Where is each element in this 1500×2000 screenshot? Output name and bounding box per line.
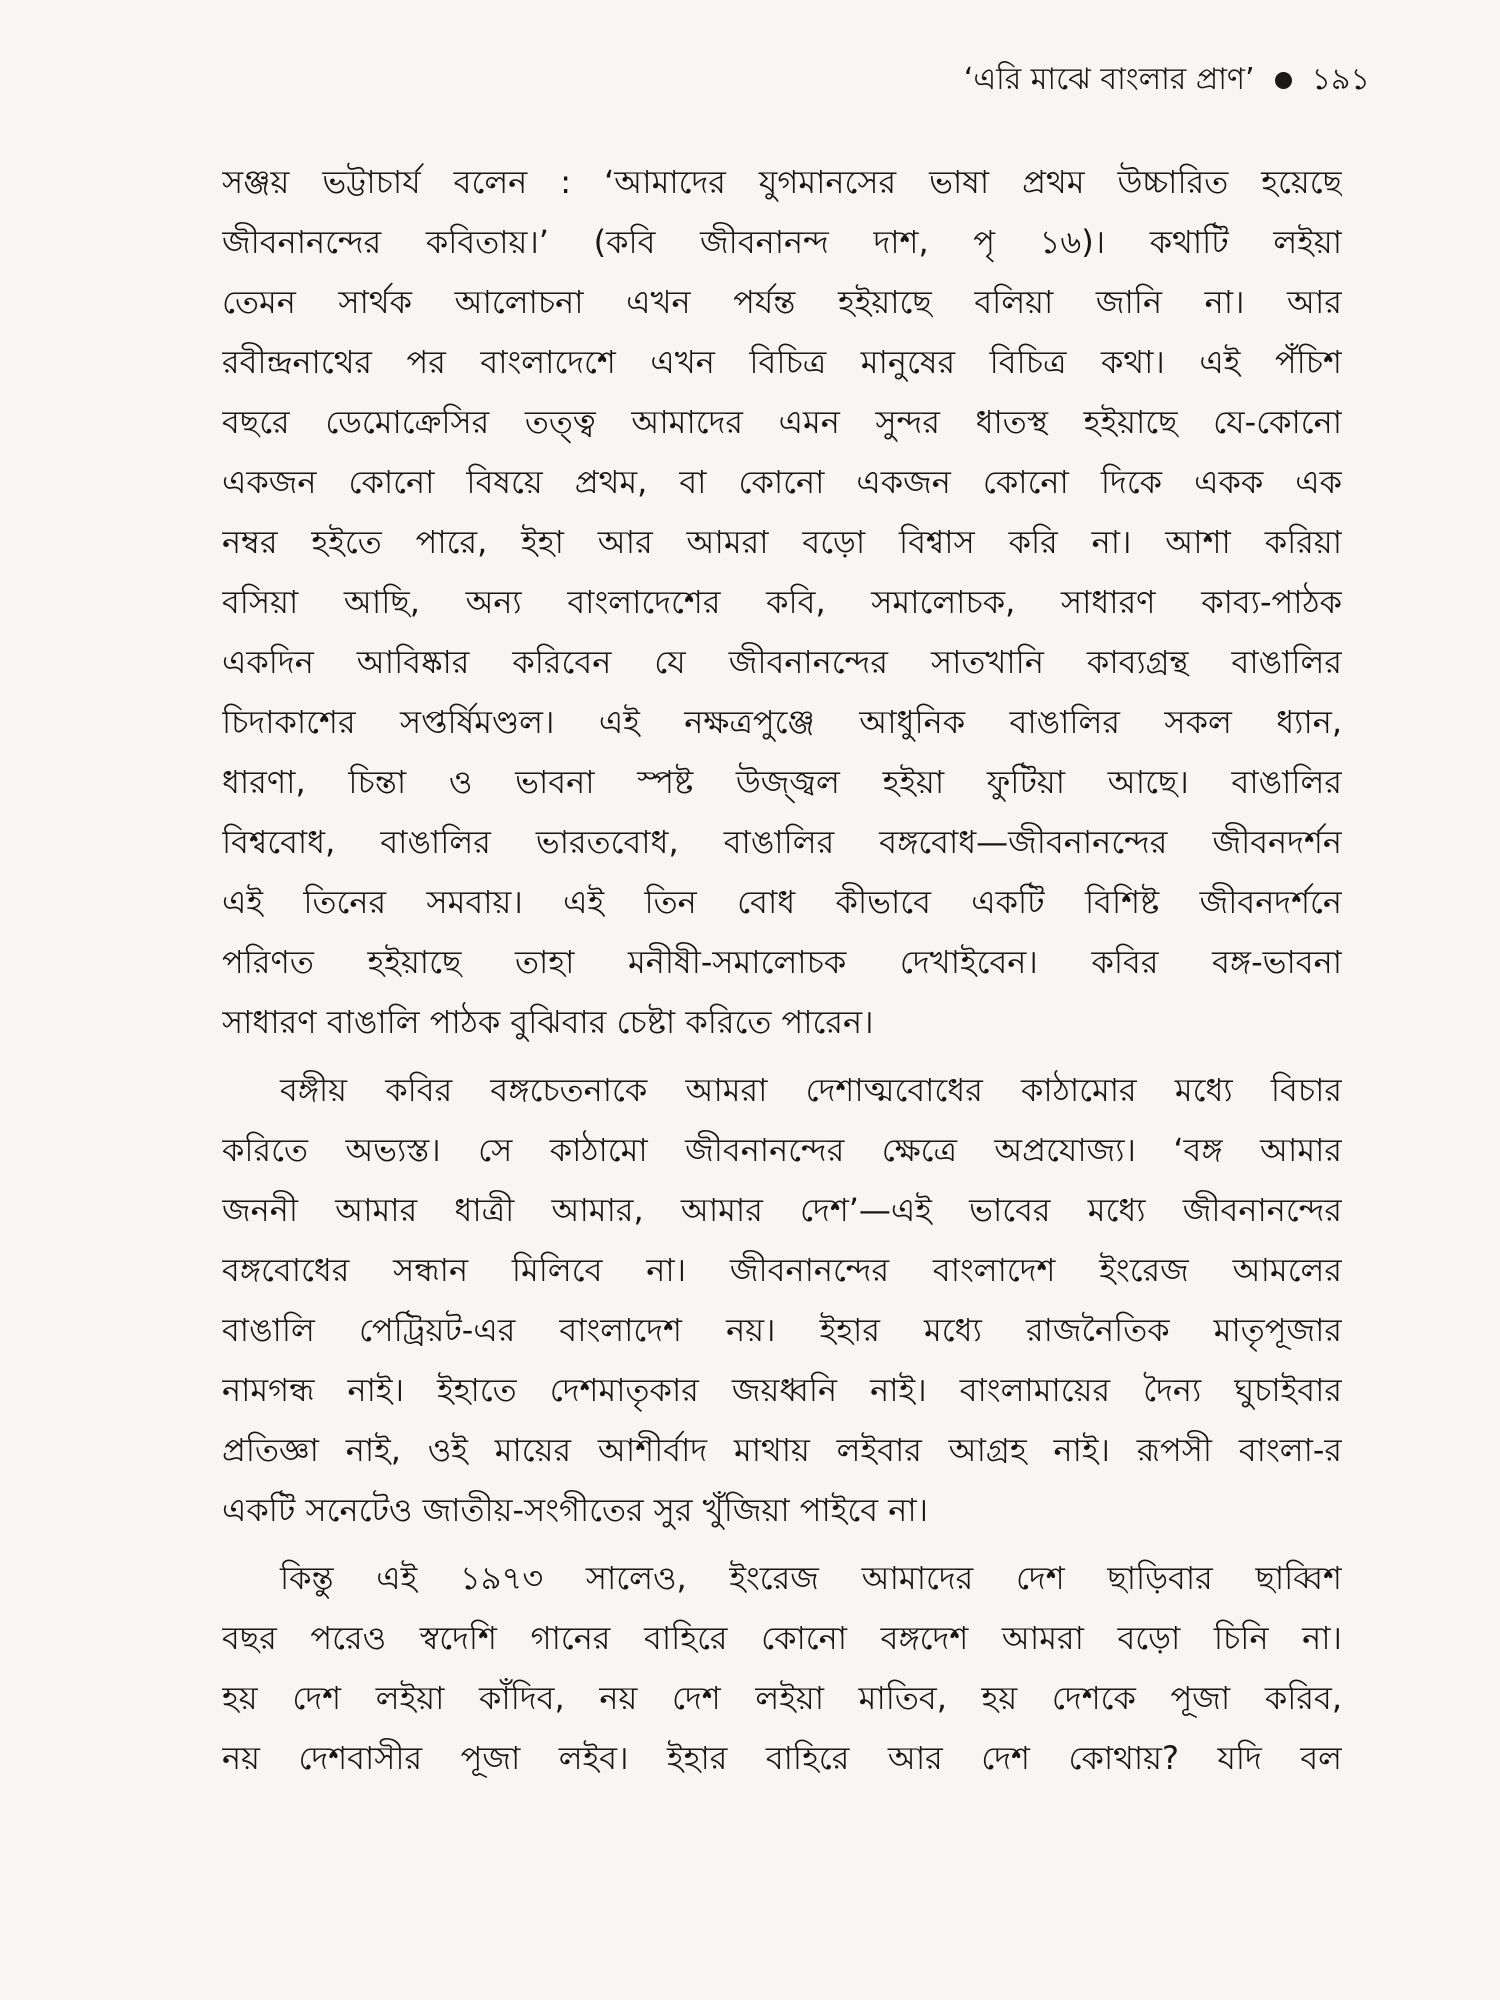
- text-line: সঞ্জয় ভট্টাচার্য বলেন : ‘আমাদের যুগমানসের ভাষা প্রথম উচ্চারিত হয়েছে: [222, 163, 1342, 201]
- text-line: কিন্তু এই ১৯৭৩ সালেও, ইংরেজ আমাদের দেশ ছাড়িবার ছাব্বিশ: [280, 1559, 1342, 1597]
- text-line: বসিয়া আছি, অন্য বাংলাদেশের কবি, সমালোচক, সাধারণ কাব্য-পাঠক: [222, 583, 1342, 621]
- paragraph-gap: [222, 1540, 1342, 1548]
- text-line: একটি সনেটেও জাতীয়-সংগীতের সুর খুঁজিয়া পাইবে না।: [222, 1491, 929, 1529]
- text-line: করিতে অভ্যস্ত। সে কাঠামো জীবনানন্দের ক্ষেত্রে অপ্রযোজ্য। ‘বঙ্গ আমার: [222, 1131, 1342, 1169]
- text-line: একদিন আবিষ্কার করিবেন যে জীবনানন্দের সাতখানি কাব্যগ্রন্থ বাঙালির: [222, 643, 1342, 681]
- paragraph: [222, 1060, 1342, 1540]
- text-line: ধারণা, চিন্তা ও ভাবনা স্পষ্ট উজ্জ্বল হইয়া ফুটিয়া আছে। বাঙালির: [222, 763, 1342, 801]
- text-line: জীবনানন্দের কবিতায়।’ (কবি জীবনানন্দ দাশ, পৃ ১৬)। কথাটি লইয়া: [222, 223, 1342, 261]
- text-line: নম্বর হইতে পারে, ইহা আর আমরা বড়ো বিশ্বাস করি না। আশা করিয়া: [222, 523, 1342, 561]
- text-line: একজন কোনো বিষয়ে প্রথম, বা কোনো একজন কোনো দিকে একক এক: [222, 463, 1342, 501]
- text-line: বঙ্গবোধের সন্ধান মিলিবে না। জীবনানন্দের বাংলাদেশ ইংরেজ আমলের: [222, 1251, 1342, 1289]
- text-line: বিশ্ববোধ, বাঙালির ভারতবোধ, বাঙালির বঙ্গবোধ—জীবনানন্দের জীবনদর্শন: [222, 823, 1342, 861]
- text-line: রবীন্দ্রনাথের পর বাংলাদেশে এখন বিচিত্র মানুষের বিচিত্র কথা। এই পঁচিশ: [222, 343, 1342, 381]
- text-line: সাধারণ বাঙালি পাঠক বুঝিবার চেষ্টা করিতে পারেন।: [222, 1003, 874, 1041]
- bullet-icon: [1275, 72, 1292, 89]
- text-line: জননী আমার ধাত্রী আমার, আমার দেশ’—এই ভাবের মধ্যে জীবনানন্দের: [222, 1191, 1342, 1229]
- text-line: চিদাকাশের সপ্তর্ষিমণ্ডল। এই নক্ষত্রপুঞ্জে আধুনিক বাঙালির সকল ধ্যান,: [222, 703, 1342, 741]
- text-line: বছর পরেও স্বদেশি গানের বাহিরে কোনো বঙ্গদেশ আমরা বড়ো চিনি না।: [222, 1619, 1342, 1657]
- text-line: এই তিনের সমবায়। এই তিন বোধ কীভাবে একটি বিশিষ্ট জীবনদর্শনে: [222, 883, 1342, 921]
- paragraph: [222, 1548, 1342, 1788]
- text-line: বঙ্গীয় কবির বঙ্গচেতনাকে আমরা দেশাত্মবোধের কাঠামোর মধ্যে বিচার: [280, 1071, 1342, 1109]
- text-line: নামগন্ধ নাই। ইহাতে দেশমাতৃকার জয়ধ্বনি নাই। বাংলামায়ের দৈন্য ঘুচাইবার: [222, 1371, 1342, 1409]
- text-line: হয় দেশ লইয়া কাঁদিব, নয় দেশ লইয়া মাতিব, হয় দেশকে পূজা করিব,: [222, 1679, 1342, 1717]
- running-header: [964, 52, 1370, 108]
- running-title: ‘এরি মাঝে বাংলার প্রাণ’: [963, 62, 1255, 97]
- paragraph-gap: [222, 1052, 1342, 1060]
- text-line: নয় দেশবাসীর পূজা লইব। ইহার বাহিরে আর দেশ কোথায়? যদি বল: [222, 1739, 1342, 1777]
- text-line: পরিণত হইয়াছে তাহা মনীষী-সমালোচক দেখাইবেন। কবির বঙ্গ-ভাবনা: [222, 943, 1342, 981]
- text-line: প্রতিজ্ঞা নাই, ওই মায়ের আশীর্বাদ মাথায় লইবার আগ্রহ নাই। রূপসী বাংলা-র: [222, 1431, 1342, 1469]
- text-line: তেমন সার্থক আলোচনা এখন পর্যন্ত হইয়াছে বলিয়া জানি না। আর: [222, 283, 1342, 321]
- page-number: ১৯১: [1311, 62, 1370, 97]
- text-line: বছরে ডেমোক্রেসির তত্ত্ব আমাদের এমন সুন্দর ধাতস্থ হইয়াছে যে-কোনো: [222, 403, 1342, 441]
- paragraph: [222, 152, 1342, 1052]
- body-text: [222, 152, 1342, 1788]
- text-line: বাঙালি পেট্রিয়ট-এর বাংলাদেশ নয়। ইহার মধ্যে রাজনৈতিক মাতৃপূজার: [222, 1311, 1342, 1349]
